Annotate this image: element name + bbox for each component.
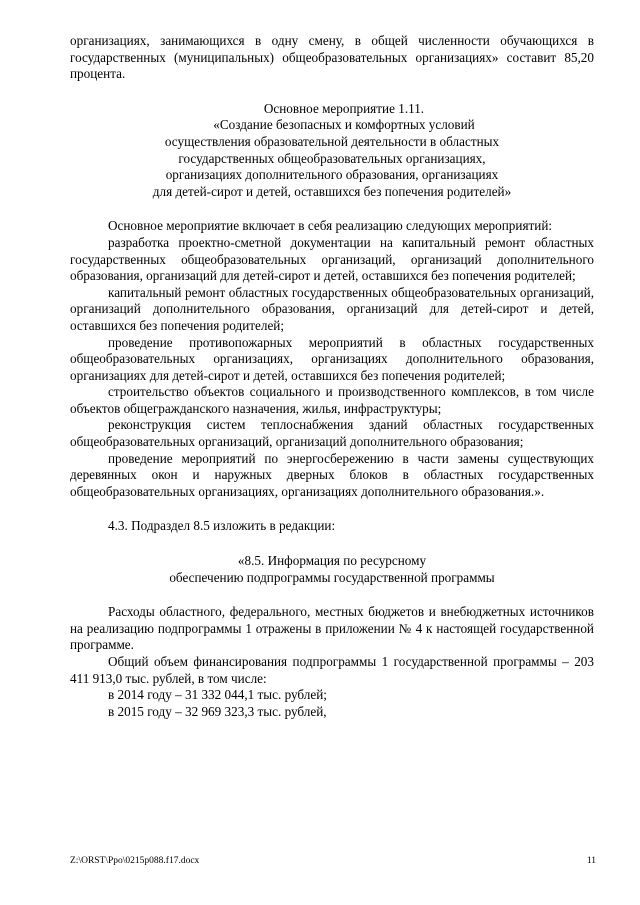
file-path: Z:\ORST\Ppo\0215p088.f17.docx xyxy=(70,856,200,866)
measure-title-line: «Создание безопасных и комфортных условий xyxy=(213,117,475,133)
measure-title-line: государственных общеобразовательных организациях, xyxy=(178,150,486,166)
measure-title-line: Основное мероприятие 1.11. xyxy=(263,100,425,116)
funding-year-line: в 2014 году – 31 332 044,1 тыс. рублей; xyxy=(108,687,327,703)
section-title-line: «8.5. Информация по ресурсному xyxy=(237,553,427,569)
document-page xyxy=(70,33,594,720)
section-title-line: обеспечению подпрограммы государственной программы xyxy=(169,569,495,585)
section-4-3-paragraph: 4.3. Подраздел 8.5 изложить в редакции: xyxy=(108,518,336,534)
measure-item: разработка проектно-сметной документации на капитальный ремонт областных государственных общеобразовательных организаций, организаций дополнительного образования, организаций для детей-сирот и детей, оставшихся без попечения родителей; xyxy=(70,234,594,284)
measure-item: проведение противопожарных мероприятий в областных государственных общеобразовательных организациях, организациях дополнительного образования, организациях для детей-сирот и детей, оставшихся без попечения родителей; xyxy=(70,334,594,383)
funding-year-line: в 2015 году – 32 969 323,3 тыс. рублей, xyxy=(108,703,327,719)
measure-lead: Основное мероприятие включает в себя реализацию следующих мероприятий: xyxy=(108,218,553,234)
measure-item: реконструкция систем теплоснабжения зданий областных государственных общеобразовательных организаций, организаций дополнительного образования; xyxy=(70,417,594,450)
page-footer xyxy=(70,856,596,867)
measure-title-line: для детей-сирот и детей, оставшихся без попечения родителей» xyxy=(152,183,512,199)
measure-title-line: осуществления образовательной деятельности в областных xyxy=(164,133,500,149)
measure-heading xyxy=(70,101,594,201)
measure-item: проведение мероприятий по энергосбережению в части замены существующих деревянных окон и наружных дверных блоков в областных государственных общеобразовательных организациях, организациях дополнительного образования.». xyxy=(70,450,594,499)
measure-item: капитальный ремонт областных государственных общеобразовательных организаций, организаций дополнительного образования, организаций для детей-сирот и детей, оставшихся без попечения родителей; xyxy=(70,284,594,333)
page-number: 11 xyxy=(586,856,596,866)
resources-paragraph: Расходы областного, федерального, местных бюджетов и внебюджетных источников на реализацию подпрограммы 1 отражены в приложении № 4 к настоящей государственной программе. xyxy=(70,604,594,653)
funding-paragraph: Общий объем финансирования подпрограммы 1 государственной программы – 203 411 913,0 тыс. рублей, в том числе: xyxy=(70,654,594,686)
intro-paragraph: организациях, занимающихся в одну смену, в общей численности обучающихся в государственных (муниципальных) общеобразовательных организациях» составит 85,20 процента. xyxy=(70,33,594,82)
measure-item: строительство объектов социального и производственного комплексов, в том числе объектов общегражданского назначения, жилья, инфраструктуры; xyxy=(70,384,594,416)
section-8-5-heading xyxy=(70,553,594,586)
measure-title-line: организациях дополнительного образования, организациях xyxy=(165,167,499,183)
